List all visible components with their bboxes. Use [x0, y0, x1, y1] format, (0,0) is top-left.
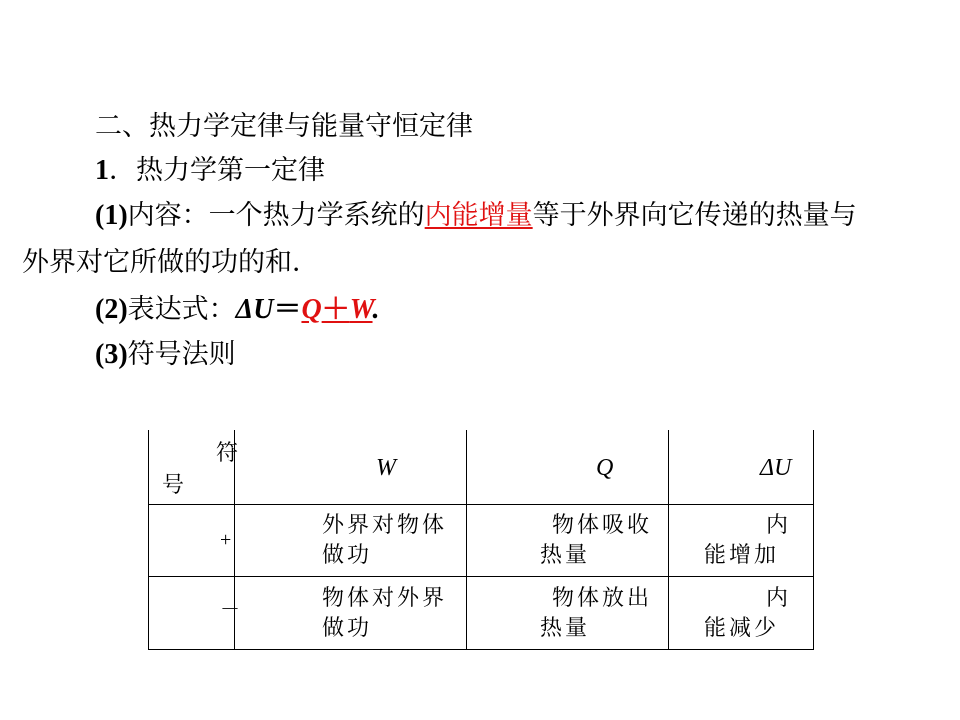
first-law-formula: ΔU＝Q＋W. [235, 294, 380, 325]
row-positive-work-line1: 外界对物体 [322, 513, 448, 538]
table-rule-2 [148, 576, 814, 577]
row-positive-work-line2: 做功 [322, 543, 373, 568]
item-number-2: (2) [95, 294, 128, 325]
content-paragraph-line1: (1)内容：一个热力学系统的内能增量等于外界向它传递的热量与 [95, 200, 857, 231]
section-heading: 二、热力学定律与能量守恒定律 [95, 111, 473, 142]
sign-rule-title: (3)符号法则 [95, 339, 236, 370]
header-work: W [376, 455, 396, 481]
row-negative-du-line2: 能减少 [704, 616, 780, 641]
subsection-title: 1．热力学第一定律 [95, 155, 325, 186]
row-negative-heat-line2: 热量 [540, 616, 591, 641]
table-border-left [148, 430, 149, 650]
row-positive-heat-line1: 物体吸收 [552, 513, 653, 538]
row-negative-sign: － [220, 599, 243, 621]
header-hao: 号 [162, 473, 188, 498]
row-negative-du-line1: 内 [766, 586, 792, 611]
formula-rhs: Q＋W [301, 294, 373, 325]
header-heat: Q [596, 455, 614, 481]
table-border-right [813, 430, 814, 650]
row-negative-heat-line1: 物体放出 [552, 586, 653, 611]
header-delta-u: ΔU [760, 455, 792, 481]
table-rule-1 [148, 504, 814, 505]
row-positive-du-line1: 内 [766, 513, 792, 538]
row-negative-work-line1: 物体对外界 [322, 586, 448, 611]
subsection-number: 1 [95, 155, 109, 186]
content-paragraph-line2: 外界对它所做的功的和． [22, 247, 319, 278]
expression-line: (2)表达式：ΔU＝Q＋W. [95, 294, 380, 325]
item-number-3: (3) [95, 339, 128, 370]
header-fu: 符 [216, 441, 242, 466]
row-positive-sign: + [220, 529, 235, 551]
row-positive-heat-line2: 热量 [540, 543, 591, 568]
row-positive-du-line2: 能增加 [704, 543, 780, 568]
row-negative-work-line2: 做功 [322, 616, 373, 641]
table-divider-2 [466, 430, 467, 650]
highlight-internal-energy-increment: 内能增量 [424, 200, 533, 231]
table-divider-3 [668, 430, 669, 650]
table-border-bottom [148, 649, 814, 650]
item-number-1: (1) [95, 200, 128, 231]
sign-rule-table [148, 430, 814, 650]
